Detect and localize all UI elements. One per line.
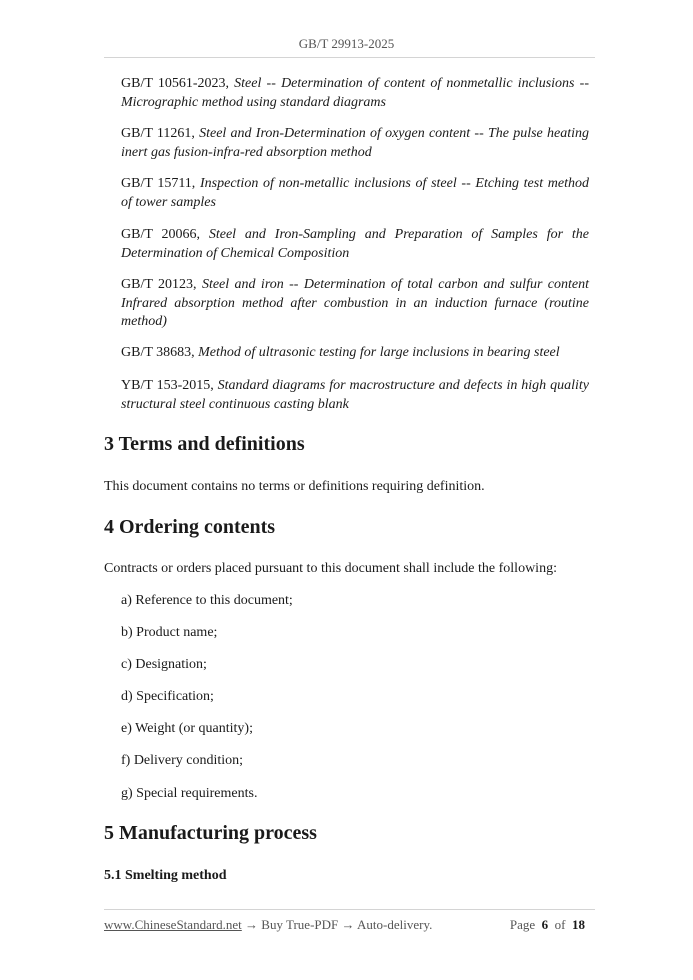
footer-divider [104,909,595,910]
reference-item [121,175,589,212]
list-item: d) Specification; [121,689,214,704]
header-divider [104,57,595,58]
reference-title: Steel and Iron-Determination of oxygen content -- The pulse heating inert gas fusion-infra-red absorption method [121,126,589,160]
reference-item [121,226,589,263]
reference-title: Steel -- Determination of content of nonmetallic inclusions -- Micrographic method using standard diagrams [121,76,589,110]
reference-title: Steel and iron -- Determination of total carbon and sulfur content Infrared absorption method after combustion in an induction furnace (routine method) [121,277,590,329]
reference-code: GB/T 38683, [121,345,199,360]
arrow-icon: → [338,917,358,932]
arrow-icon: → [241,917,262,932]
reference-title: Inspection of non-metallic inclusions of steel -- Etching test method of tower samples [121,176,589,210]
page-indicator [510,917,585,933]
document-header: GB/T 29913-2025 [298,36,395,51]
delivery-text: Auto-delivery. [357,917,433,932]
reference-title: Method of ultrasonic testing for large inclusions in bearing steel [198,345,560,360]
section-body: This document contains no terms or definitions requiring definition. [104,479,485,494]
list-item: f) Delivery condition; [121,753,244,768]
page-total: 18 [572,917,585,932]
list-item: e) Weight (or quantity); [121,721,253,736]
reference-code: GB/T 20123, [121,277,202,292]
reference-item [121,344,589,363]
reference-item [121,276,589,332]
section-heading: 3 Terms and definitions [104,433,305,455]
reference-item [121,125,589,162]
list-item: a) Reference to this document; [121,593,293,608]
page-number: 6 [541,917,549,932]
list-item: c) Designation; [121,657,207,672]
reference-item [121,377,589,414]
list-item: g) Special requirements. [121,786,258,801]
section-intro: Contracts or orders placed pursuant to this document shall include the following: [104,561,557,576]
list-item: b) Product name; [121,625,218,640]
reference-code: GB/T 20066, [121,227,209,242]
reference-item [121,75,589,112]
reference-code: GB/T 11261, [121,126,200,141]
reference-title: Standard diagrams for macrostructure and defects in high quality structural steel continuous casting blank [121,378,589,412]
reference-code: GB/T 15711, [121,176,200,191]
buy-pdf-link[interactable]: Buy True-PDF [261,917,339,932]
reference-title: Steel and Iron-Sampling and Preparation of Samples for the Determination of Chemical Composition [121,227,589,261]
page-label: Page [509,917,536,932]
footer-links [104,917,432,933]
reference-code: GB/T 10561-2023, [121,76,235,91]
section-heading: 4 Ordering contents [104,516,276,538]
site-link[interactable]: www.ChineseStandard.net [104,917,242,932]
section-heading: 5 Manufacturing process [104,822,317,844]
subsection-heading: 5.1 Smelting method [104,868,227,883]
reference-code: YB/T 153-2015, [121,378,218,393]
of-label: of [554,917,566,932]
